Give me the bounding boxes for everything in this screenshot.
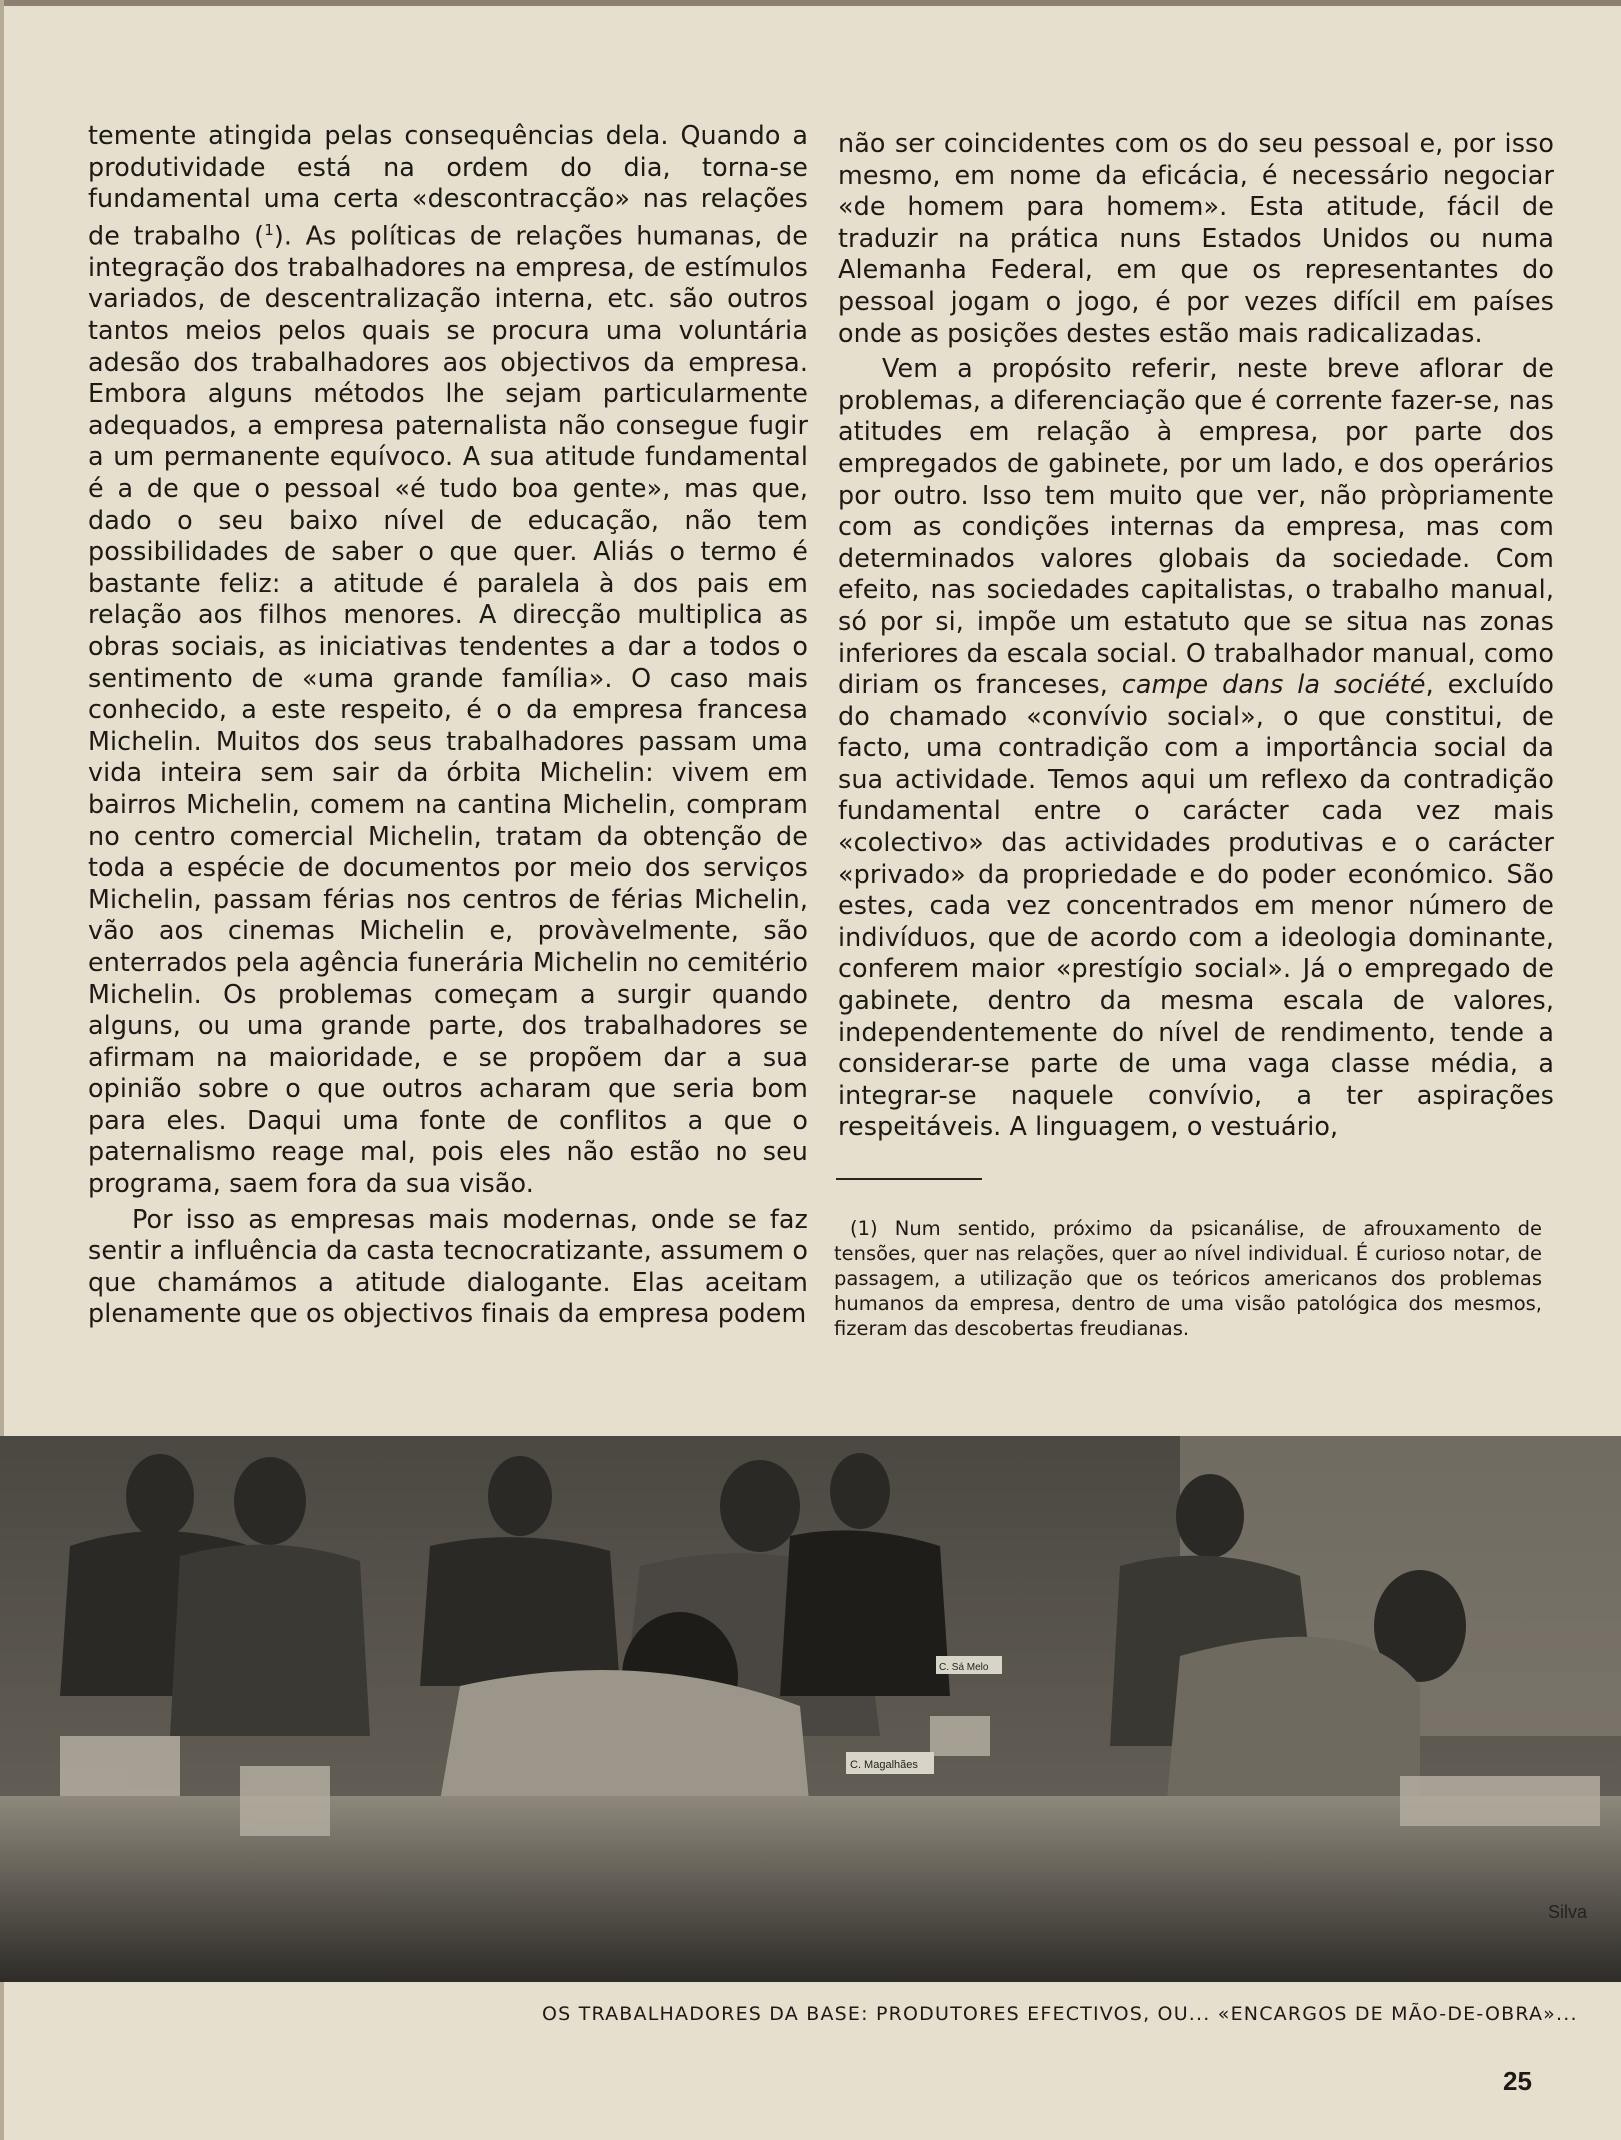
- page-number: 25: [1503, 2066, 1532, 2096]
- sign-left: C. Magalhães: [850, 1759, 918, 1771]
- text-run: , excluído do chamado «convívio social», o que constitui, de facto, uma contradição com a importância social da sua actividade. Temos aqui um reflexo da contradição fundamental entre o carácter cada vez mais «colectivo» das actividades produtivas e o carácter «privado» da propriedade e do poder económico. São estes, cada vez concentrados em menor número de indivíduos, que de acordo com a ideologia dominante, conferem maior «prestígio social». Já o empregado de gabinete, dentro da mesma escala de valores, independentemente do nível de rendimento, tende a considerar-se parte de uma vaga classe média, a integrar-se naquele convívio, a ter aspirações respeitáveis. A linguagem, o vestuário,: [838, 669, 1554, 1142]
- right-paragraph-2: [838, 353, 1554, 1143]
- workshop-photo: [0, 1436, 1621, 1982]
- footnote-divider: [836, 1178, 982, 1180]
- italic-phrase: campe dans la société: [1121, 669, 1426, 700]
- text-run: Vem a propósito referir, neste breve aflorar de problemas, a diferenciação que é corrente fazer-se, nas atitudes em relação à empresa, por parte dos empregados de gabinete, por um lado, e dos operários por outro. Isso tem muito que ver, não pròpriamente com as condições internas da empresa, mas com determinados valores globais da sociedade. Com efeito, nas sociedades capitalistas, o trabalho manual, só por si, impõe um estatuto que se situa nas zonas inferiores da escala social. O trabalhador manual, como diriam os franceses,: [838, 353, 1554, 700]
- left-paragraph-2: Por isso as empresas mais modernas, onde se faz sentir a influência da casta tecnocratizante, assumem o que chamámos a atitude dialogante. Elas aceitam plenamente que os objectivos finais da empresa podem: [88, 1203, 808, 1329]
- page-edge: [0, 0, 1621, 6]
- photo-caption: OS TRABALHADORES DA BASE: PRODUTORES EFECTIVOS, OU... «ENCARGOS DE MÃO-DE-OBRA»...: [542, 2003, 1578, 2025]
- text-run: temente atingida pelas consequências dela. Quando a produtividade está na ordem do dia, torna-se fundamental uma certa «descontracção» nas relações de trabalho (: [88, 120, 808, 251]
- sign-center: C. Sá Melo: [939, 1662, 989, 1673]
- footnote: [834, 1216, 1542, 1341]
- right-paragraph-1: não ser coincidentes com os do seu pessoal e, por isso mesmo, em nome da eficácia, é necessário negociar «de homem para homem». Esta atitude, fácil de traduzir na prática nuns Estados Unidos ou numa Alemanha Federal, em que os representantes do pessoal jogam o jogo, é por vezes difícil em países onde as posições destes estão mais radicalizadas.: [838, 128, 1554, 348]
- workshop-photo-illustration: [0, 1436, 1621, 1982]
- sign-right: Silva: [1548, 1902, 1588, 1922]
- text-run: ). As políticas de relações humanas, de integração dos trabalhadores na empresa, de estímulos variados, de descentralização interna, etc. são outros tantos meios pelos quais se procura uma voluntária adesão dos trabalhadores aos objectivos da empresa. Embora alguns métodos lhe sejam particularmente adequados, a empresa paternalista não consegue fugir a um permanente equívoco. A sua atitude fundamental é a de que o pessoal «é tudo boa gente», mas que, dado o seu baixo nível de educação, não tem possibilidades de saber o que quer. Aliás o termo é bastante feliz: a atitude é paralela à dos pais em relação aos filhos menores. A direcção multiplica as obras sociais, as iniciativas tendentes a dar a todos o sentimento de «uma grande família». O caso mais conhecido, a este respeito, é o da empresa francesa Michelin. Muitos dos seus trabalhadores passam uma vida inteira sem sair da órbita Michelin: vivem em bairros Michelin, comem na cantina Michelin, compram no centro comercial Michelin, tratam da obtenção de toda a espécie de documentos por meio dos serviços Michelin, passam férias nos centros de férias Michelin, vão aos cinemas Michelin e, provàvelmente, são enterrados pela agência funerária Michelin no cemitério Michelin. Os problemas começam a surgir quando alguns, ou uma grande parte, dos trabalhadores se afirmam na maioridade, e se propõem dar a sua opinião sobre o que outros acharam que seria bom para eles. Daqui uma fonte de conflitos a que o paternalismo reage mal, pois eles não estão no seu programa, saem fora da sua visão.: [88, 220, 808, 1199]
- right-column: [838, 128, 1554, 1143]
- footnote-text: (1) Num sentido, próximo da psicanálise, de afrouxamento de tensões, quer nas relações, quer ao nível individual. É curioso notar, de passagem, a utilização que os teóricos americanos dos problemas humanos da empresa, dentro de uma visão patológica dos mesmos, fizeram das descobertas freudianas.: [834, 1217, 1542, 1340]
- left-column: [88, 120, 808, 1330]
- left-paragraph-1: [88, 120, 808, 1200]
- footnote-reference: 1: [264, 220, 274, 239]
